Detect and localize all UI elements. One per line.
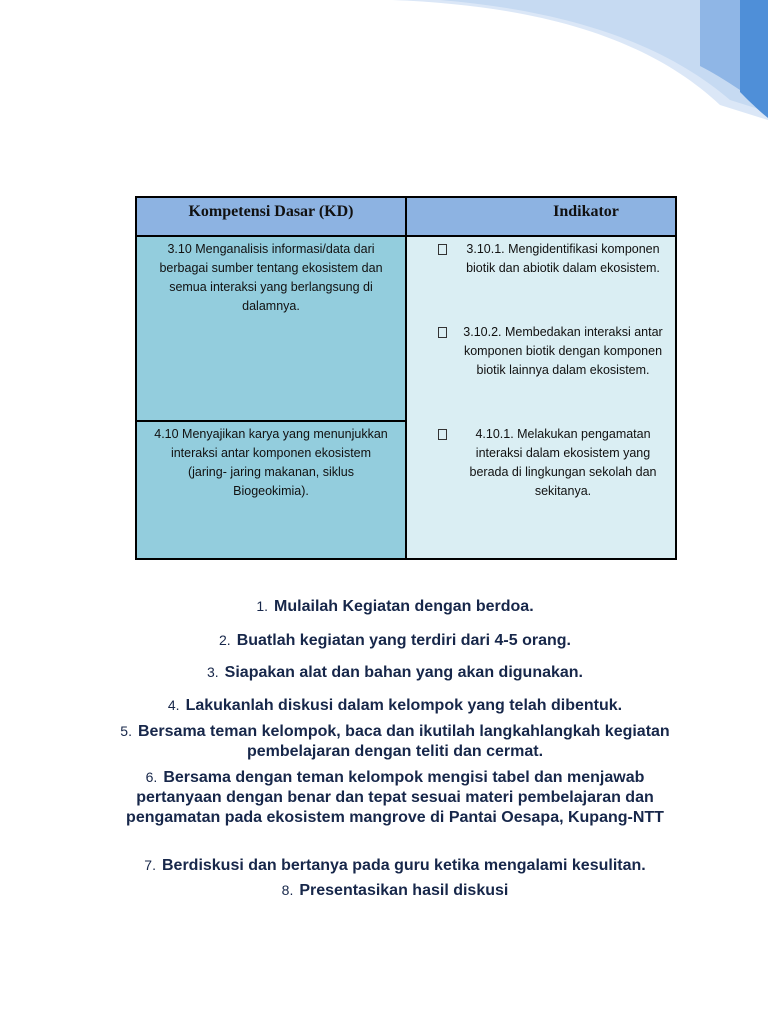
kd-cell-4-10: 4.10 Menyajikan karya yang menunjukkan interaksi antar komponen ekosistem (jaring- jaring makanan, siklus Biogeokimia). — [137, 422, 407, 558]
decorative-corner-wave — [0, 0, 768, 130]
indikator-text: 3.10.2. Membedakan interaksi antar komponen biotik dengan komponen biotik lainnya dalam ekosistem. — [463, 325, 663, 377]
header-indikator: Indikator — [407, 198, 675, 237]
square-bullet-icon — [438, 429, 447, 440]
square-bullet-icon — [438, 327, 447, 338]
header-kompetensi-dasar: Kompetensi Dasar (KD) — [137, 198, 407, 237]
step-item: 4. Lakukanlah diskusi dalam kelompok yang telah dibentuk. — [167, 697, 623, 714]
step-item: 2. Buatlah kegiatan yang terdiri dari 4-5 orang. — [219, 632, 571, 649]
step-item: 1. Mulailah Kegiatan dengan berdoa. — [256, 598, 534, 615]
indikator-text: 4.10.1. Melakukan pengamatan interaksi dalam ekosistem yang berada di lingkungan sekolah dan sekitanya. — [469, 427, 657, 498]
indikator-cell — [407, 237, 675, 558]
square-bullet-icon — [438, 244, 447, 255]
step-item: 6. Bersama dengan teman kelompok mengisi tabel dan menjawab pertanyaan dengan benar dan tepat sesuai materi pembelajaran dan pengamatan pada ekosistem mangrove di Pantai Oesapa, Kupang-NTT — [126, 769, 664, 826]
kd-indikator-table — [135, 196, 677, 560]
indikator-text: 3.10.1. Mengidentifikasi komponen biotik dan abiotik dalam ekosistem. — [466, 242, 660, 275]
kd-cell-3-10: 3.10 Menganalisis informasi/data dari berbagai sumber tentang ekosistem dan semua interaksi yang berlangsung di dalamnya. — [137, 237, 407, 422]
step-item: 5. Bersama teman kelompok, baca dan ikutilah langkahlangkah kegiatan pembelajaran dengan teliti dan cermat. — [120, 723, 670, 760]
step-item: 3. Siapakan alat dan bahan yang akan digunakan. — [206, 664, 583, 681]
step-item: 8. Presentasikan hasil diskusi — [281, 882, 509, 899]
step-item: 7. Berdiskusi dan bertanya pada guru ketika mengalami kesulitan. — [144, 857, 646, 874]
